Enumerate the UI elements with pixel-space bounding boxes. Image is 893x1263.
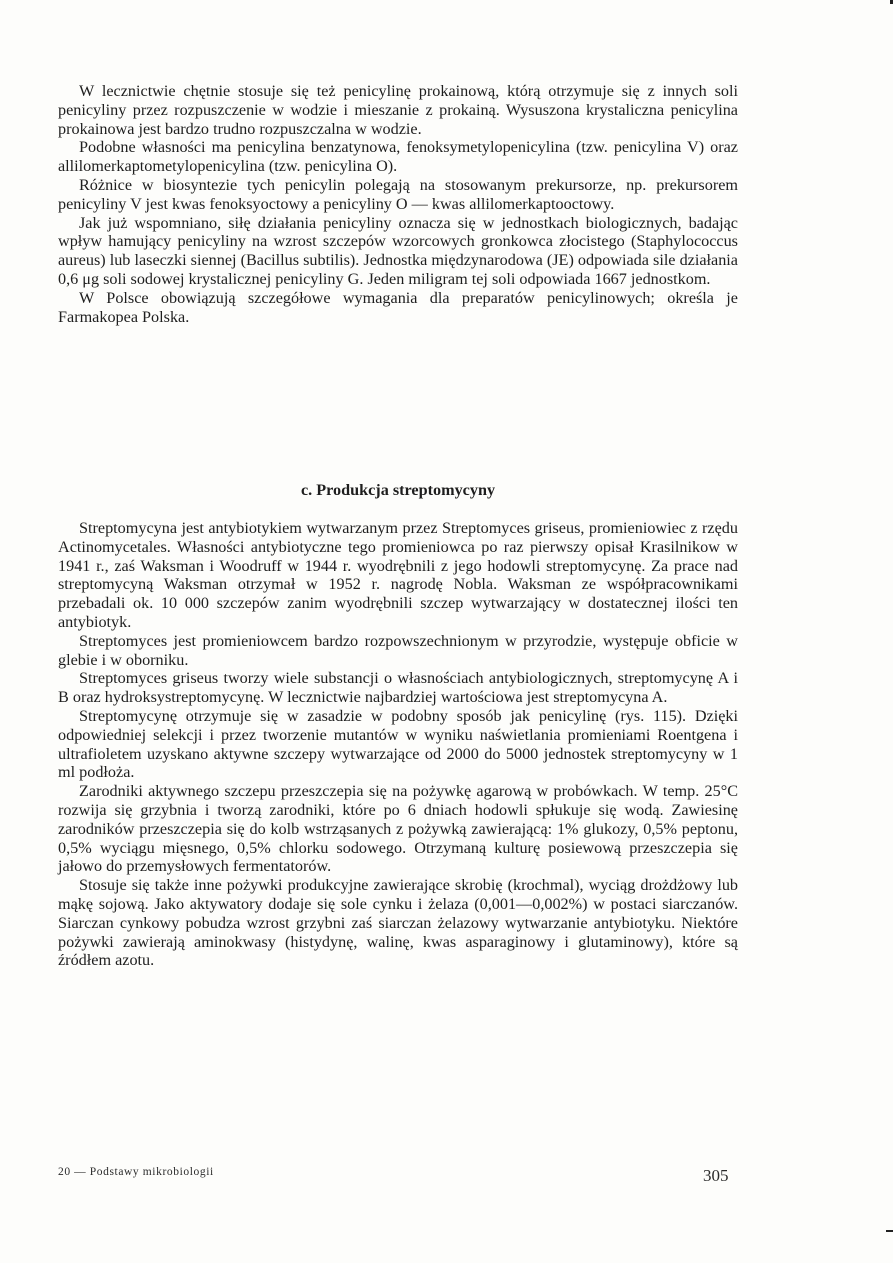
paragraph: Zarodniki aktywnego szczepu przeszczepia się na pożywkę agarową w probówkach. W temp. 25°C rozwija się grzybnia i tworzą zarodniki, które po 6 dniach hodowli spłukuje się wodą. Zawiesinę zarodników przeszczepia się do kolb wstrząsanych z pożywką zawierającą: 1% glukozy, 0,5% peptonu, 0,5% wyciągu mięsnego, 0,5% chlorku sodowego. Otrzymaną kulturę posiewową przeszczepia się jałowo do przemysłowych fermentatorów. xyxy=(58,782,738,876)
paragraph: Różnice w biosyntezie tych penicylin polegają na stosowanym prekursorze, np. prekursorem penicyliny V jest kwas fenoksyoctowy a penicyliny O — kwas allilomerkaptooctowy. xyxy=(58,175,738,213)
paragraph: Jak już wspomniano, siłę działania penicyliny oznacza się w jednostkach biologicznych, badając wpływ hamujący penicyliny na wzrost szczepów wzorcowych gronkowca złocistego (Staphylococcus aureus) lub laseczki siennej (Bacillus subtilis). Jednostka międzynarodowa (JE) odpowiada sile działania 0,6 μg soli sodowej krystalicznej penicyliny G. Jeden miligram tej soli odpowiada 1667 jednostkom. xyxy=(58,213,738,288)
text-block-top xyxy=(58,82,738,326)
paragraph: Streptomycynę otrzymuje się w zasadzie w podobny sposób jak penicylinę (rys. 115). Dzięki odpowiedniej selekcji i przez tworzenie mutantów w wyniku naświetlania promieniami Roentgena i ultrafioletem uzyskano aktywne szczepy wytwarzające od 2000 do 5000 jednostek streptomycyny w 1 ml podłoża. xyxy=(58,706,738,782)
footer-signature: 20 — Podstawy mikrobiologii xyxy=(58,1166,214,1178)
paragraph: Streptomycyna jest antybiotykiem wytwarzanym przez Streptomyces griseus, promieniowiec z rzędu Actinomycetales. Własności antybiotyczne tego promieniowca po raz pierwszy opisał Krasilnikow w 1941 r., zaś Waksman i Woodruff w 1944 r. wyodrębnili z jego hodowli streptomycynę. Za prace nad streptomycyną Waksman otrzymał w 1952 r. nagrodę Nobla. Waksman ze współpracownikami przebadali ok. 10 000 szczepów zanim wyodrębnili szczep wytwarzający w dostatecznej ilości ten antybiotyk. xyxy=(58,519,738,631)
text-block-bottom xyxy=(58,519,738,970)
paragraph: Streptomyces jest promieniowcem bardzo rozpowszechnionym w przyrodzie, występuje obficie w glebie i w oborniku. xyxy=(58,631,738,669)
scan-edge-mark xyxy=(886,1230,893,1232)
paragraph: W lecznictwie chętnie stosuje się też penicylinę prokainową, którą otrzymuje się z innych soli penicyliny przez rozpuszczenie w wodzie i mieszanie z prokainą. Wysuszona krystaliczna penicylina prokainowa jest bardzo trudno rozpuszczalna w wodzie. xyxy=(58,82,738,138)
paragraph: Streptomyces griseus tworzy wiele substancji o własnościach antybiologicznych, streptomycynę A i B oraz hydroksystreptomycynę. W lecznictwie najbardziej wartościowa jest streptomycyna A. xyxy=(58,669,738,707)
paragraph: Podobne własności ma penicylina benzatynowa, fenoksymetylopenicylina (tzw. penicylina V) oraz allilomerkaptometylopenicylina (tzw. penicylina O). xyxy=(58,138,738,176)
page-number: 305 xyxy=(703,1166,729,1185)
paragraph: Stosuje się także inne pożywki produkcyjne zawierające skrobię (krochmal), wyciąg drożdżowy lub mąkę sojową. Jako aktywatory dodaje się sole cynku i żelaza (0,001—0,002%) w postaci siarczanów. Siarczan cynkowy pobudza wzrost grzybni zaś siarczan żelazowy wytwarzanie antybiotyku. Niektóre pożywki zawierają aminokwasy (histydynę, walinę, kwas asparaginowy i glutaminowy), które są źródłem azotu. xyxy=(58,876,738,970)
section-heading-block xyxy=(58,481,738,500)
section-title: c. Produkcja streptomycyny xyxy=(300,481,496,499)
paragraph: W Polsce obowiązują szczegółowe wymagania dla preparatów penicylinowych; określa je Farmakopea Polska. xyxy=(58,288,738,326)
